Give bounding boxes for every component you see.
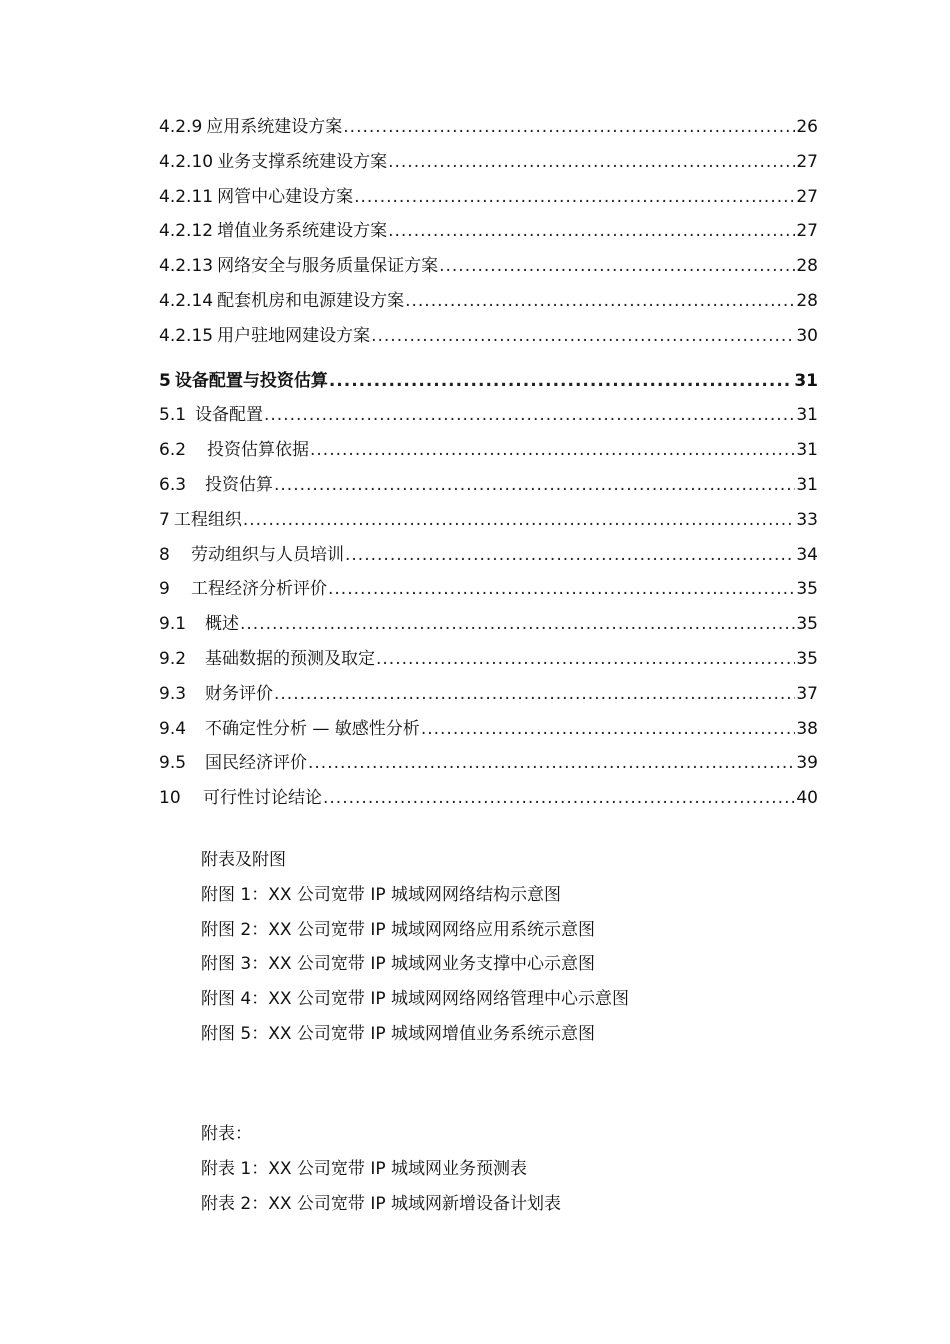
toc-entry-label: 投资估算依据 [207, 440, 309, 461]
toc-entry[interactable] [159, 364, 818, 399]
toc-entry-title [159, 781, 322, 816]
toc-leader-dots [308, 746, 795, 781]
toc-entry-title [159, 110, 342, 145]
toc-entry-number: 9.3 [159, 683, 187, 704]
toc-entry-title [159, 398, 263, 433]
toc-leader-dots [421, 712, 796, 747]
toc-entry-title [159, 642, 375, 677]
toc-entry-number: 9 [159, 579, 170, 600]
toc-entry-title [159, 712, 420, 747]
toc-entry-page: 40 [796, 788, 818, 809]
table-item: 附表 2：XX 公司宽带 IP 城域网新增设备计划表 [201, 1193, 561, 1214]
toc-entry-page: 31 [796, 474, 818, 495]
toc-leader-dots [310, 433, 795, 468]
toc-entry-number: 5.1 [159, 405, 187, 426]
toc-entry-label: 劳动组织与人员培训 [191, 544, 344, 565]
toc-entry-page: 28 [796, 256, 818, 277]
toc-leader-dots [405, 284, 795, 319]
figure-item: 附图 1：XX 公司宽带 IP 城域网网络结构示意图 [201, 884, 561, 905]
toc-entry-page: 34 [796, 544, 818, 565]
toc-entry[interactable] [159, 145, 818, 180]
toc-entry-label: 配套机房和电源建设方案 [217, 290, 405, 311]
toc-entry-number: 4.2.13 [159, 256, 214, 277]
toc-entry-title [159, 677, 273, 712]
toc-entry-number: 4.2.14 [159, 290, 214, 311]
toc-leader-dots [274, 677, 795, 712]
toc-entry-page: 35 [796, 579, 818, 600]
figures-heading: 附表及附图 [201, 850, 286, 870]
toc-entry[interactable] [159, 110, 818, 145]
toc-entry-title [159, 180, 353, 215]
toc-entry-label: 国民经济评价 [205, 753, 307, 774]
toc-entry[interactable] [159, 746, 818, 781]
toc-entry-label: 增值业务系统建设方案 [217, 221, 388, 242]
toc-entry-title [159, 319, 370, 354]
toc-entry-title [159, 214, 387, 249]
toc-leader-dots [388, 214, 795, 249]
toc-entry-page: 31 [794, 370, 818, 391]
toc-entry-title [159, 145, 387, 180]
toc-leader-dots [323, 781, 795, 816]
toc-entry-page: 27 [796, 151, 818, 172]
toc-entry[interactable] [159, 572, 818, 607]
toc-entry[interactable] [159, 607, 818, 642]
toc-entry-label: 财务评价 [205, 683, 273, 704]
toc-leader-dots [388, 145, 795, 180]
toc-entry-number: 4.2.11 [159, 186, 214, 207]
toc-leader-dots [329, 364, 793, 399]
toc-entry-label: 设备配置 [195, 405, 263, 426]
toc-entry-number: 9.5 [159, 753, 187, 774]
toc-entry-title [159, 249, 438, 284]
figure-item: 附图 4：XX 公司宽带 IP 城域网网络网络管理中心示意图 [201, 989, 629, 1010]
toc-entry-title [159, 503, 242, 538]
toc-entry[interactable] [159, 503, 818, 538]
toc-entry-page: 33 [796, 509, 818, 530]
toc-entry-label: 网管中心建设方案 [217, 186, 354, 207]
toc-entry-label: 基础数据的预测及取定 [205, 648, 375, 669]
toc-entry-label: 用户驻地网建设方案 [217, 325, 371, 346]
toc-entry-number: 8 [159, 544, 170, 565]
figure-item: 附图 3：XX 公司宽带 IP 城域网业务支撑中心示意图 [201, 954, 595, 975]
toc-entry-title [159, 468, 273, 503]
toc-entry-page: 31 [796, 440, 818, 461]
toc-entry-page: 35 [796, 648, 818, 669]
toc-entry-page: 39 [796, 753, 818, 774]
tables-heading: 附表： [201, 1124, 252, 1144]
toc-entry[interactable] [159, 677, 818, 712]
toc-entry-title [159, 572, 327, 607]
figures-list [201, 843, 761, 1052]
toc-entry-page: 35 [796, 614, 818, 635]
toc-leader-dots [328, 572, 795, 607]
toc-entry-number: 9.2 [159, 648, 187, 669]
toc-entry-title [159, 433, 309, 468]
toc-entry-page: 27 [796, 221, 818, 242]
toc-entry[interactable] [159, 712, 818, 747]
toc-entry-label: 投资估算 [205, 474, 273, 495]
toc-leader-dots [376, 642, 795, 677]
toc-entry-page: 26 [796, 117, 818, 137]
toc-entry[interactable] [159, 642, 818, 677]
table-of-contents [159, 110, 818, 816]
toc-entry-label: 设备配置与投资估算 [174, 370, 328, 391]
toc-entry-label: 不确定性分析 — 敏感性分析 [205, 718, 420, 739]
toc-entry-label: 业务支撑系统建设方案 [217, 151, 388, 172]
toc-leader-dots [371, 319, 795, 354]
toc-leader-dots [274, 468, 795, 503]
toc-entry[interactable] [159, 781, 818, 816]
toc-entry-title [159, 538, 344, 573]
toc-entry-number: 5 [159, 370, 171, 391]
toc-entry-number: 4.2.12 [159, 221, 214, 242]
toc-leader-dots [439, 249, 795, 284]
figure-item: 附图 5：XX 公司宽带 IP 城域网增值业务系统示意图 [201, 1023, 595, 1044]
toc-leader-dots [243, 503, 796, 538]
toc-entry-number: 9.1 [159, 614, 187, 635]
toc-entry-label: 应用系统建设方案 [206, 117, 343, 137]
table-item: 附表 1：XX 公司宽带 IP 城域网业务预测表 [201, 1158, 527, 1179]
toc-entry-number: 10 [159, 788, 181, 809]
toc-entry[interactable] [159, 249, 818, 284]
toc-entry-page: 37 [796, 683, 818, 704]
toc-entry[interactable] [159, 180, 818, 215]
toc-entry[interactable] [159, 433, 818, 468]
toc-entry-number: 7 [159, 509, 170, 530]
toc-entry[interactable] [159, 538, 818, 573]
toc-entry-label: 网络安全与服务质量保证方案 [217, 256, 439, 277]
toc-entry-number: 6.2 [159, 440, 187, 461]
toc-entry-label: 概述 [205, 614, 239, 635]
toc-leader-dots [345, 538, 795, 573]
toc-entry[interactable] [159, 398, 818, 433]
toc-entry-page: 28 [796, 290, 818, 311]
toc-leader-dots [354, 180, 795, 215]
toc-entry-number: 4.2.9 [159, 117, 203, 137]
toc-entry-label: 工程经济分析评价 [191, 579, 327, 600]
toc-entry-number: 6.3 [159, 474, 187, 495]
toc-entry-number: 9.4 [159, 718, 187, 739]
toc-leader-dots [264, 398, 795, 433]
toc-leader-dots [343, 110, 795, 145]
toc-entry[interactable] [159, 468, 818, 503]
tables-list [201, 1117, 761, 1221]
toc-entry-number: 4.2.15 [159, 325, 214, 346]
toc-entry-title [159, 364, 328, 399]
toc-leader-dots [240, 607, 795, 642]
toc-entry-page: 31 [796, 405, 818, 426]
toc-entry[interactable] [159, 214, 818, 249]
toc-entry-page: 30 [796, 325, 818, 346]
toc-entry-label: 可行性讨论结论 [203, 788, 322, 809]
toc-entry-number: 4.2.10 [159, 151, 214, 172]
toc-entry[interactable] [159, 284, 818, 319]
toc-entry-label: 工程组织 [173, 509, 242, 530]
figure-item: 附图 2：XX 公司宽带 IP 城域网网络应用系统示意图 [201, 919, 595, 940]
toc-entry-page: 27 [796, 186, 818, 207]
toc-entry-page: 38 [796, 718, 818, 739]
toc-entry-title [159, 607, 239, 642]
toc-entry-title [159, 284, 404, 319]
toc-entry[interactable] [159, 319, 818, 354]
toc-entry-title [159, 746, 307, 781]
